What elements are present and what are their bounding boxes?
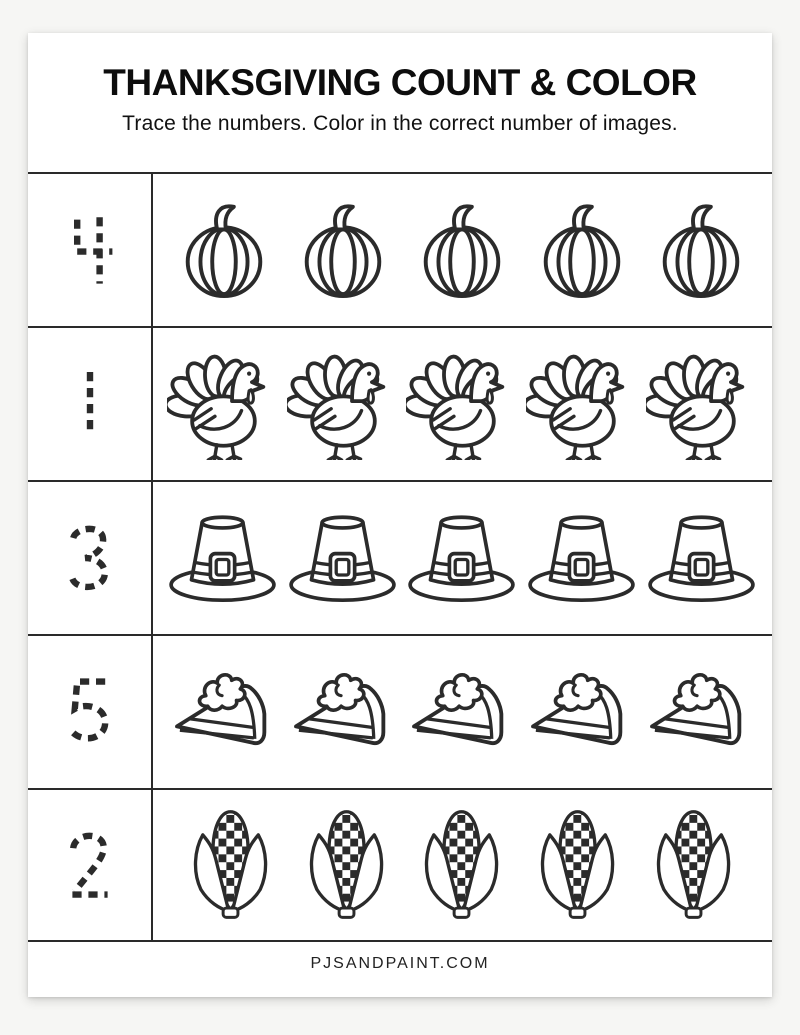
pie-slice-icon [409, 664, 515, 760]
worksheet-row [28, 172, 772, 326]
pie-slice-icon [172, 664, 278, 760]
pilgrim-hat-icon [406, 510, 518, 607]
trace-number-3 [28, 482, 153, 634]
pie-slice-icon [647, 664, 753, 760]
pumpkin-row-images [153, 174, 772, 326]
turkey-row-images [153, 328, 772, 480]
turkey-icon [646, 348, 758, 460]
trace-number-4 [28, 174, 153, 326]
trace-number-5 [28, 636, 153, 788]
worksheet-table [28, 172, 772, 942]
worksheet-row [28, 634, 772, 788]
corn-icon [187, 806, 275, 924]
pilgrim-hat-icon [287, 510, 399, 607]
trace-number-1 [28, 328, 153, 480]
worksheet-row [28, 480, 772, 634]
trace-number-2 [28, 790, 153, 940]
corn-icon [650, 806, 738, 924]
pumpkin-icon [170, 199, 278, 301]
worksheet-header [28, 63, 772, 136]
worksheet-row [28, 326, 772, 480]
pie-slice-row-images [153, 636, 772, 788]
corn-icon [418, 806, 506, 924]
corn-row-images [153, 790, 772, 940]
pie-slice-icon [528, 664, 634, 760]
corn-icon [303, 806, 391, 924]
pilgrim-hat-icon [646, 510, 758, 607]
pilgrim-hat-row-images [153, 482, 772, 634]
pumpkin-icon [528, 199, 636, 301]
pilgrim-hat-icon [167, 510, 279, 607]
pumpkin-icon [289, 199, 397, 301]
page-title: THANKSGIVING COUNT & COLOR [103, 62, 697, 103]
turkey-icon [167, 348, 279, 460]
pumpkin-icon [408, 199, 516, 301]
turkey-icon [287, 348, 399, 460]
turkey-icon [406, 348, 518, 460]
pilgrim-hat-icon [526, 510, 638, 607]
worksheet-page [28, 33, 772, 997]
footer-text: PJSANDPAINT.COM [310, 955, 490, 972]
worksheet-row [28, 788, 772, 942]
corn-icon [534, 806, 622, 924]
pumpkin-icon [647, 199, 755, 301]
pie-slice-icon [291, 664, 397, 760]
page-subtitle: Trace the numbers. Color in the correct number of images. [122, 112, 678, 135]
turkey-icon [526, 348, 638, 460]
